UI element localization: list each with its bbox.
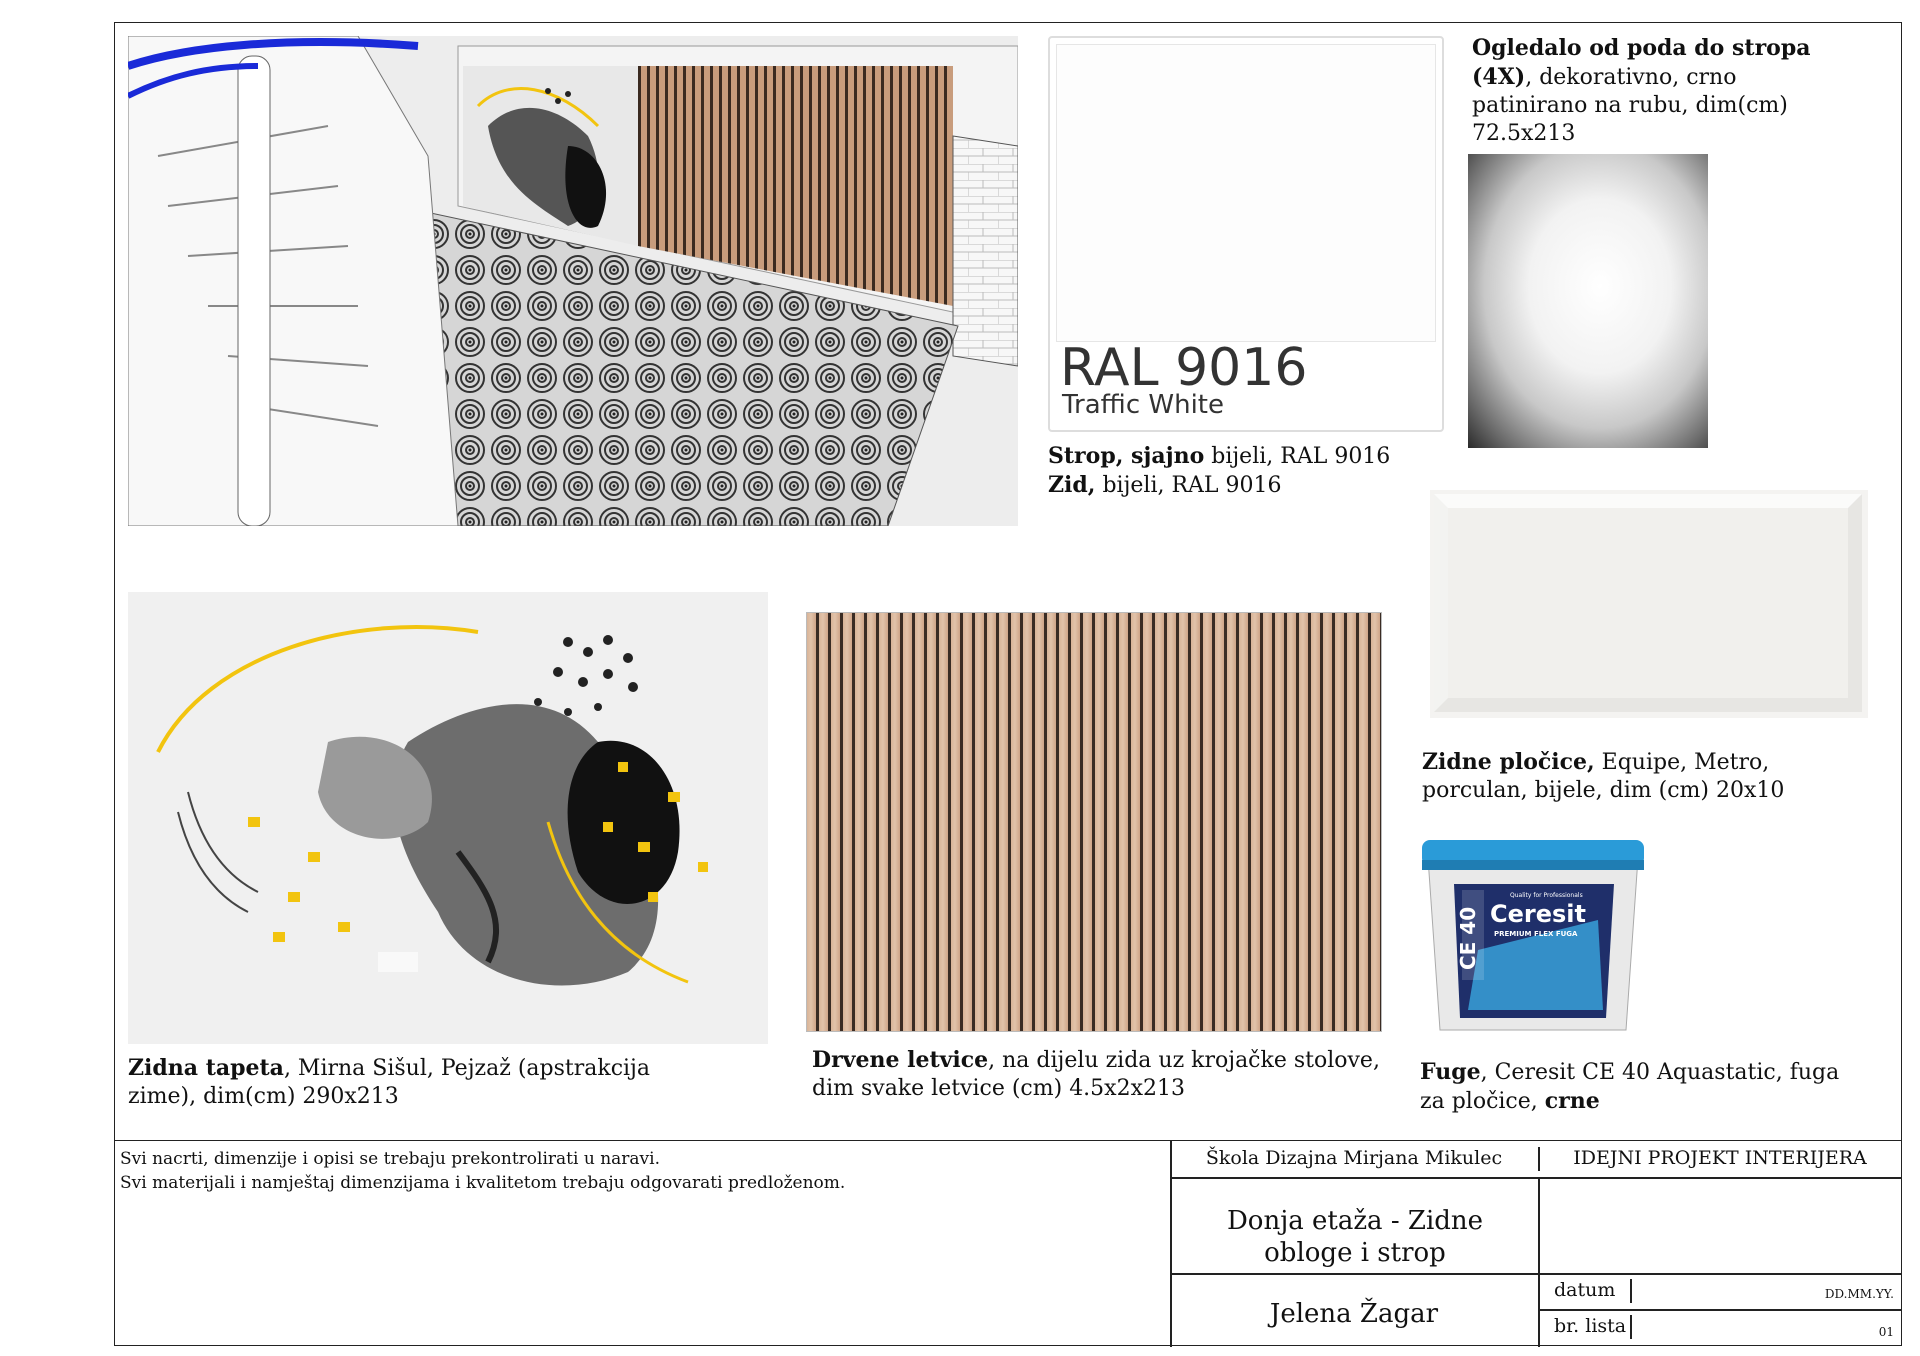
title-block [114, 1140, 1902, 1346]
tiles-caption-text: Equipe, Metro, porculan, bijele, dim (cm) 20x10 [1422, 750, 1785, 803]
sheet-title: Donja etaža - Zidne obloge i strop [1226, 1206, 1484, 1268]
grout-caption-text: , Ceresit CE 40 Aquastatic, fuga za pločice, [1420, 1060, 1840, 1114]
bucket-product: CE 40 [1456, 906, 1480, 970]
grout-bucket-image [1418, 830, 1648, 1040]
title-block-row-line [1170, 1273, 1902, 1275]
wallpaper-caption-bold: Zidna tapeta [128, 1055, 284, 1081]
title-block-row-line [1538, 1309, 1902, 1311]
title-block-divider [1538, 1177, 1540, 1347]
school-name: Škola Dizajna Mirjana Mikulec [1205, 1147, 1503, 1169]
ral-swatch [1048, 36, 1444, 432]
title-block-notes [120, 1147, 845, 1195]
slats-caption [812, 1046, 1392, 1103]
note-line-2: Svi materijali i namještaj dimenzijama i kvalitetom trebaju odgovarati predloženom. [120, 1173, 846, 1193]
tiles-caption [1422, 748, 1792, 805]
mirror-caption-text: , dekorativno, crno patinirano na rubu, dim(cm) 72.5x213 [1472, 65, 1788, 146]
mirror-caption-bold-2: (4X) [1472, 64, 1526, 90]
room-render-svg [128, 36, 1018, 526]
bucket-tag: Quality for Professionals [1510, 892, 1583, 899]
ral-name: Traffic White [1062, 390, 1224, 420]
wall-caption-bold: Zid, [1048, 472, 1096, 498]
date-value: DD.MM.YY. [1824, 1287, 1894, 1301]
title-block-divider [1630, 1279, 1632, 1303]
sheet-number-value: 01 [1878, 1325, 1894, 1339]
ceiling-caption-bold: Strop, sjajno [1048, 443, 1205, 469]
mirror-image [1468, 154, 1708, 448]
room-render [128, 36, 1018, 526]
bucket-brand: Ceresit [1490, 900, 1586, 928]
wallpaper-caption [128, 1054, 708, 1111]
tile-image [1430, 490, 1868, 718]
title-block-row-line [1170, 1177, 1902, 1179]
author-name: Jelena Žagar [1269, 1299, 1439, 1329]
mirror-caption [1472, 34, 1852, 148]
bucket-sub: PREMIUM FLEX FUGA [1494, 930, 1578, 938]
wallpaper-caption-text: , Mirna Sišul, Pejzaž (apstrakcija zime), dim(cm) 290x213 [128, 1056, 650, 1109]
grout-caption [1420, 1058, 1860, 1116]
wall-caption-text: bijeli, RAL 9016 [1095, 473, 1282, 498]
grout-caption-bold-2: crne [1544, 1088, 1600, 1114]
date-label: datum [1554, 1279, 1616, 1301]
mirror-caption-bold: Ogledalo od poda do stropa [1472, 35, 1811, 61]
slats-caption-text: , na dijelu zida uz krojačke stolove, dim svake letvice (cm) 4.5x2x213 [812, 1048, 1380, 1101]
note-line-1: Svi nacrti, dimenzije i opisi se trebaju prekontrolirati u naravi. [120, 1149, 660, 1169]
tile-bevel [1434, 494, 1862, 712]
wallpaper-svg [128, 592, 768, 1044]
wood-slats-image [806, 612, 1382, 1032]
wallpaper-image [128, 592, 768, 1044]
sheet-number-label: br. lista [1554, 1315, 1627, 1337]
slats-caption-bold: Drvene letvice [812, 1047, 989, 1073]
project-type: IDEJNI PROJEKT INTERIJERA [1573, 1147, 1867, 1169]
tiles-caption-bold: Zidne pločice, [1422, 749, 1595, 775]
ral-color-sample [1056, 44, 1436, 342]
ceiling-caption [1048, 442, 1408, 500]
ral-code: RAL 9016 [1060, 338, 1308, 398]
title-block-divider [1630, 1315, 1632, 1339]
ceiling-caption-text: bijeli, RAL 9016 [1204, 444, 1391, 469]
grout-caption-bold: Fuge [1420, 1059, 1481, 1085]
